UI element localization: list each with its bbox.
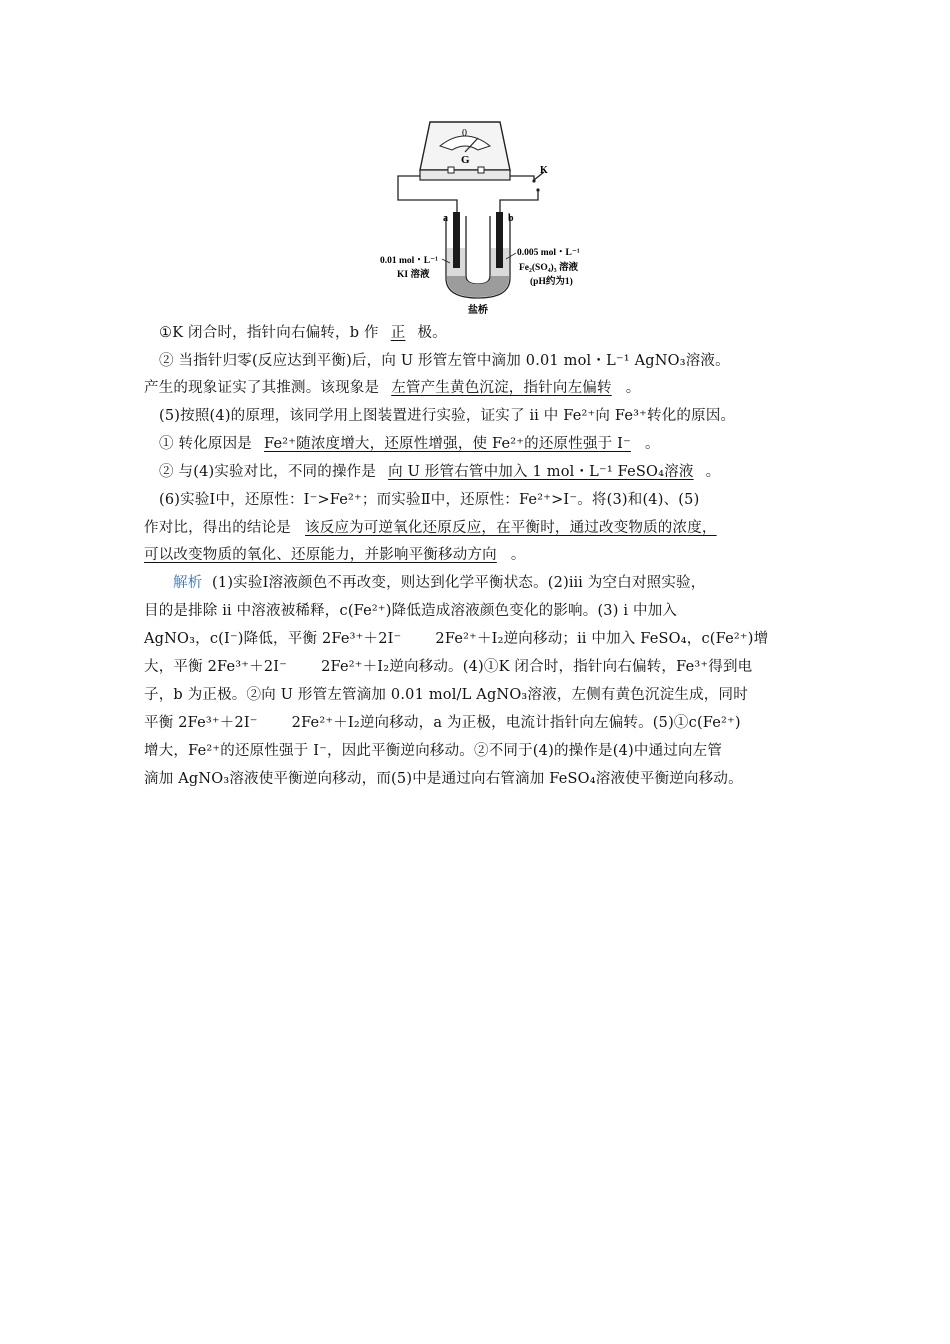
q4-2-line1: ② 当指针归零(反应达到平衡)后，向 U 形管左管中滴加 0.01 mol・L⁻¹ AgNO₃溶液。 (159, 353, 730, 369)
q6-line2: 作对比，得出的结论是 该反应为可逆氧化还原反应，在平衡时，通过改变物质的浓度， (144, 520, 717, 536)
electrochemical-cell-diagram (378, 118, 608, 318)
electrode-a-label: a (443, 213, 448, 224)
q5-1: ① 转化原因是 Fe²⁺随浓度增大，还原性增强，使 Fe²⁺的还原性强于 I⁻ 。 (159, 436, 660, 452)
right-solution-name: Fe₂(SO₄)₃ 溶液 (519, 263, 578, 273)
q5-2: ② 与(4)实验对比，不同的操作是 向 U 形管右管中加入 1 mol・L⁻¹ FeSO₄溶液 。 (159, 464, 721, 480)
analysis-line8: 滴加 AgNO₃溶液使平衡逆向移动，而(5)中是通过向右管滴加 FeSO₄溶液使平衡逆向移动。 (144, 771, 743, 787)
analysis-label: 解析 (173, 575, 203, 591)
q6-line3: 可以改变物质的氧化、还原能力，并影响平衡移动方向 。 (144, 547, 526, 563)
galvanometer-zero: 0 (462, 128, 467, 139)
q4-1-text: ①K 闭合时，指针向右偏转，b 作 (159, 325, 379, 341)
analysis-line6: 平衡 2Fe³⁺＋2I⁻ 2Fe²⁺＋I₂逆向移动，a 为正极，电流计指针向左偏转。(5)①c(Fe²⁺) (144, 715, 741, 731)
q6-answer-part1: 该反应为可逆氧化还原反应，在平衡时，通过改变物质的浓度， (305, 520, 717, 536)
analysis-line7: 增大，Fe²⁺的还原性强于 I⁻，因此平衡逆向移动。②不同于(4)的操作是(4)中通过向左管 (144, 743, 723, 759)
q5-intro: (5)按照(4)的原理，该同学用上图装置进行实验，证实了 ⅱ 中 Fe²⁺向 Fe³⁺转化的原因。 (159, 408, 736, 424)
analysis-line2: 目的是排除 ⅱ 中溶液被稀释，c(Fe²⁺)降低造成溶液颜色变化的影响。(3) ⅰ 中加入 (144, 603, 678, 619)
q6-line1: (6)实验Ⅰ中，还原性：I⁻>Fe²⁺；而实验Ⅱ中，还原性：Fe²⁺>I⁻。将(3)和(4)、(5) (159, 492, 700, 508)
electrode-b-label: b (508, 213, 514, 224)
right-solution-ph: (pH约为1) (530, 277, 573, 287)
q4-2-line2: 产生的现象证实了其推测。该现象是 左管产生黄色沉淀，指针向左偏转 。 (144, 380, 641, 396)
salt-bridge-label: 盐桥 (468, 305, 488, 316)
left-solution-name: KI 溶液 (397, 270, 430, 280)
q4-2-answer: 左管产生黄色沉淀，指针向左偏转 (391, 380, 612, 396)
analysis-line3: AgNO₃，c(I⁻)降低，平衡 2Fe³⁺＋2I⁻ 2Fe²⁺＋I₂逆向移动；ⅱ 中加入 FeSO₄，c(Fe²⁺)增 (144, 631, 769, 647)
analysis-line4: 大，平衡 2Fe³⁺＋2I⁻ 2Fe²⁺＋I₂逆向移动。(4)①K 闭合时，指针向右偏转，Fe³⁺得到电 (144, 659, 753, 675)
switch-label: K (540, 165, 548, 176)
q4-1: ①K 闭合时，指针向右偏转，b 作 正 极。 (159, 325, 447, 341)
q6-answer-part2: 可以改变物质的氧化、还原能力，并影响平衡移动方向 (144, 547, 497, 563)
q5-2-answer: 向 U 形管右管中加入 1 mol・L⁻¹ FeSO₄溶液 (388, 464, 694, 480)
galvanometer-label: G (461, 154, 470, 166)
q4-1-answer: 正 (390, 325, 406, 341)
analysis-line5: 子，b 为正极。②向 U 形管左管滴加 0.01 mol/L AgNO₃溶液，左侧有黄色沉淀生成，同时 (144, 687, 748, 703)
left-solution-conc: 0.01 mol・L⁻¹ (380, 256, 439, 266)
analysis-line1: 解析 (1)实验Ⅰ溶液颜色不再改变，则达到化学平衡状态。(2)ⅲ 为空白对照实验， (173, 575, 706, 591)
right-solution-conc: 0.005 mol・L⁻¹ (517, 248, 580, 258)
q5-1-answer: Fe²⁺随浓度增大，还原性增强，使 Fe²⁺的还原性强于 I⁻ (264, 436, 631, 452)
